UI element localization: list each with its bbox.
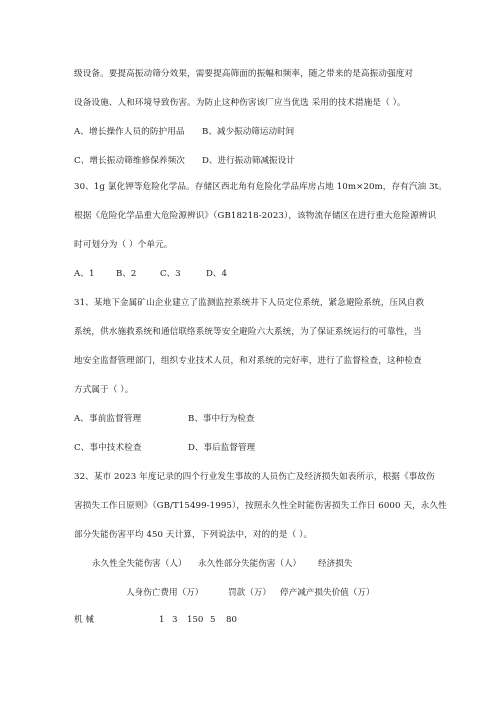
- question-30-line: 根据《危险化学品重大危险源辨识》（GB18218-2023），该物流存储区在进行重大危险源辨识: [74, 211, 437, 221]
- option-d: D、进行振动筛减振设计: [202, 156, 295, 166]
- option-b: B、事中行为检查: [188, 414, 255, 424]
- option-c: C、增长振动筛维修保养频次: [74, 156, 186, 166]
- table-cell: 1: [159, 615, 165, 625]
- option-a: A、事前监督管理: [74, 414, 142, 424]
- option-d: D、事后监督管理: [188, 443, 256, 453]
- option-d: D、4: [206, 269, 227, 279]
- option-a: A、增长操作人员的防护用品: [74, 127, 185, 137]
- question-31-line: 地安全监督管理部门，组织专业技术人员，和对系统的完好率，进行了监督检查，这种检查: [74, 356, 422, 366]
- question-31-line: 系统，供水施救系统和通信联络系统等安全避险六大系统，为了保证系统运行的可靠性，当: [74, 327, 422, 337]
- table-cell: 150: [187, 615, 204, 625]
- table-cell: 3: [172, 615, 178, 625]
- question-32-line: 部分失能伤害平均 450 天计算，下列说法中，对的的是（ ）。: [74, 530, 313, 540]
- table-header-cell: 永久性部分失能伤害（人）: [198, 559, 302, 569]
- option-c: C、事中技术检查: [74, 443, 142, 453]
- option-c: C、3: [160, 269, 181, 279]
- question-32-line: 32、某市 2023 年度记录的四个行业发生事故的人员伤亡及经济损失如表所示，根据《事故伤: [74, 472, 435, 482]
- question-31-line: 方式属于（ ）。: [74, 385, 134, 395]
- question-31-line: 31、某地下金属矿山企业建立了监测监控系统井下人员定位系统，紧急避险系统，压风自救: [74, 298, 425, 308]
- option-b: B、减少振动筛运动时间: [202, 127, 295, 137]
- table-header-cell: 罚款（万）: [228, 588, 271, 598]
- table-header-cell: 停产减产损失价值（万）: [280, 588, 375, 598]
- paragraph-line: 设备设施、人和环境导致伤害。为防止这种伤害该厂应当优选 采用的技术措施是（ ）。: [74, 98, 406, 108]
- table-header-cell: 永久性全失能伤害（人）: [92, 559, 187, 569]
- table-cell: 80: [226, 615, 237, 625]
- table-cell: 5: [210, 615, 216, 625]
- question-32-line: 害损失工作日原则》（GB/T15499-1995），按照永久性全时能伤害损失工作日 6000 天，永久性: [74, 501, 447, 511]
- table-row-label: 机 械: [74, 615, 94, 625]
- option-b: B、2: [116, 269, 137, 279]
- option-a: A、1: [74, 269, 95, 279]
- question-30-line: 30、1g 氯化钾等危险化学品。存储区西北角有危险化学品库房占地 10m×20m，存有汽油 3t。: [74, 182, 447, 192]
- table-header-cell: 经济损失: [318, 559, 353, 569]
- question-30-line: 时可划分为（ ）个单元。: [74, 240, 173, 250]
- table-header-cell: 人身伤亡费用（万）: [126, 588, 204, 598]
- paragraph-line: 级设备。要提高振动筛分效果，需要提高筛面的振幅和频率，随之带来的是高振动强度对: [74, 69, 414, 79]
